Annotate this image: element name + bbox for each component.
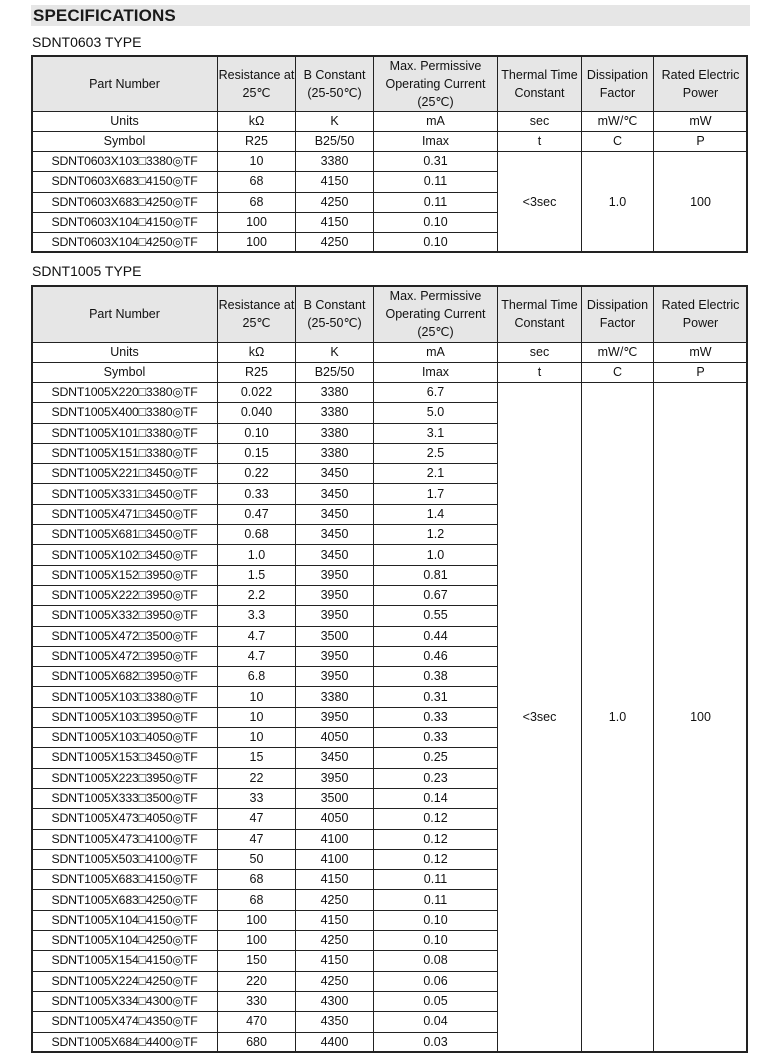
b-constant-cell: 4050 xyxy=(296,728,374,748)
units-cell: mW/℃ xyxy=(582,112,654,132)
resistance-cell: 3.3 xyxy=(218,606,296,626)
symbol-cell: Imax xyxy=(374,132,498,152)
part-number-cell: SDNT1005X331□3450◎TF xyxy=(32,484,218,504)
resistance-cell: 47 xyxy=(218,829,296,849)
symbol-row xyxy=(32,132,748,152)
header-rated-power: Rated Electric Power xyxy=(654,56,748,112)
resistance-cell: 6.8 xyxy=(218,667,296,687)
resistance-cell: 10 xyxy=(218,687,296,707)
max-current-cell: 0.33 xyxy=(374,707,498,727)
b-constant-cell: 4150 xyxy=(296,870,374,890)
part-number-cell: SDNT1005X102□3450◎TF xyxy=(32,545,218,565)
max-current-cell: 0.81 xyxy=(374,565,498,585)
header-thermal-time: Thermal Time Constant xyxy=(498,286,582,343)
b-constant-cell: 3450 xyxy=(296,748,374,768)
specifications-heading: SPECIFICATIONS xyxy=(33,6,176,25)
units-cell: mA xyxy=(374,343,498,363)
part-number-cell: SDNT1005X681□3450◎TF xyxy=(32,525,218,545)
sdnt1005-spec-table xyxy=(31,285,748,1053)
sdnt0603-type-title: SDNT0603 TYPE xyxy=(32,34,142,50)
resistance-cell: 0.040 xyxy=(218,403,296,423)
resistance-cell: 100 xyxy=(218,212,296,232)
b-constant-cell: 3950 xyxy=(296,646,374,666)
units-cell: mW/℃ xyxy=(582,343,654,363)
resistance-cell: 68 xyxy=(218,192,296,212)
max-current-cell: 1.7 xyxy=(374,484,498,504)
resistance-cell: 0.15 xyxy=(218,443,296,463)
symbol-cell: Imax xyxy=(374,363,498,383)
max-current-cell: 0.23 xyxy=(374,768,498,788)
resistance-cell: 680 xyxy=(218,1032,296,1052)
rated-power-value: 100 xyxy=(654,152,748,253)
resistance-cell: 10 xyxy=(218,152,296,172)
part-number-cell: SDNT1005X684□4400◎TF xyxy=(32,1032,218,1052)
b-constant-cell: 4400 xyxy=(296,1032,374,1052)
symbol-cell: B25/50 xyxy=(296,363,374,383)
units-cell: Units xyxy=(32,112,218,132)
b-constant-cell: 3450 xyxy=(296,484,374,504)
max-current-cell: 0.04 xyxy=(374,1012,498,1032)
max-current-cell: 0.14 xyxy=(374,788,498,808)
part-number-cell: SDNT1005X333□3500◎TF xyxy=(32,788,218,808)
header-thermal-time: Thermal Time Constant xyxy=(498,56,582,112)
part-number-cell: SDNT1005X223□3950◎TF xyxy=(32,768,218,788)
resistance-cell: 0.33 xyxy=(218,484,296,504)
b-constant-cell: 4150 xyxy=(296,172,374,192)
resistance-cell: 100 xyxy=(218,910,296,930)
max-current-cell: 0.10 xyxy=(374,212,498,232)
b-constant-cell: 3450 xyxy=(296,504,374,524)
max-current-cell: 0.12 xyxy=(374,849,498,869)
header-dissipation: Dissipation Factor xyxy=(582,286,654,343)
resistance-cell: 50 xyxy=(218,849,296,869)
units-cell: mA xyxy=(374,112,498,132)
max-current-cell: 0.10 xyxy=(374,233,498,253)
b-constant-cell: 3950 xyxy=(296,768,374,788)
max-current-cell: 0.11 xyxy=(374,172,498,192)
resistance-cell: 330 xyxy=(218,991,296,1011)
b-constant-cell: 4250 xyxy=(296,931,374,951)
b-constant-cell: 4150 xyxy=(296,910,374,930)
resistance-cell: 0.47 xyxy=(218,504,296,524)
max-current-cell: 0.44 xyxy=(374,626,498,646)
max-current-cell: 0.38 xyxy=(374,667,498,687)
resistance-cell: 150 xyxy=(218,951,296,971)
resistance-cell: 15 xyxy=(218,748,296,768)
resistance-cell: 0.68 xyxy=(218,525,296,545)
units-cell: K xyxy=(296,112,374,132)
b-constant-cell: 4150 xyxy=(296,951,374,971)
part-number-cell: SDNT0603X104□4150◎TF xyxy=(32,212,218,232)
part-number-cell: SDNT1005X224□4250◎TF xyxy=(32,971,218,991)
resistance-cell: 1.0 xyxy=(218,545,296,565)
max-current-cell: 0.67 xyxy=(374,585,498,605)
max-current-cell: 0.25 xyxy=(374,748,498,768)
part-number-cell: SDNT1005X471□3450◎TF xyxy=(32,504,218,524)
units-cell: kΩ xyxy=(218,112,296,132)
part-number-cell: SDNT1005X103□3380◎TF xyxy=(32,687,218,707)
units-cell: sec xyxy=(498,112,582,132)
dissipation-value: 1.0 xyxy=(582,152,654,253)
max-current-cell: 2.1 xyxy=(374,464,498,484)
b-constant-cell: 3450 xyxy=(296,545,374,565)
resistance-cell: 68 xyxy=(218,172,296,192)
header-row xyxy=(32,56,748,112)
part-number-cell: SDNT1005X472□3500◎TF xyxy=(32,626,218,646)
thermal-time-value: <3sec xyxy=(498,383,582,1053)
symbol-cell: R25 xyxy=(218,363,296,383)
resistance-cell: 470 xyxy=(218,1012,296,1032)
symbol-cell: P xyxy=(654,363,748,383)
b-constant-cell: 3380 xyxy=(296,383,374,403)
symbol-cell: t xyxy=(498,132,582,152)
max-current-cell: 0.11 xyxy=(374,192,498,212)
header-part-number: Part Number xyxy=(32,56,218,112)
part-number-cell: SDNT1005X220□3380◎TF xyxy=(32,383,218,403)
part-number-cell: SDNT1005X103□4050◎TF xyxy=(32,728,218,748)
table-row xyxy=(32,383,748,403)
b-constant-cell: 3450 xyxy=(296,464,374,484)
b-constant-cell: 3950 xyxy=(296,565,374,585)
b-constant-cell: 3380 xyxy=(296,403,374,423)
table-row xyxy=(32,152,748,172)
part-number-cell: SDNT1005X682□3950◎TF xyxy=(32,667,218,687)
rated-power-value: 100 xyxy=(654,383,748,1053)
symbol-cell: P xyxy=(654,132,748,152)
symbol-row xyxy=(32,363,748,383)
part-number-cell: SDNT1005X153□3450◎TF xyxy=(32,748,218,768)
resistance-cell: 68 xyxy=(218,890,296,910)
header-resistance: Resistance at 25℃ xyxy=(218,56,296,112)
max-current-cell: 5.0 xyxy=(374,403,498,423)
header-rated-power: Rated Electric Power xyxy=(654,286,748,343)
max-current-cell: 1.2 xyxy=(374,525,498,545)
symbol-cell: B25/50 xyxy=(296,132,374,152)
b-constant-cell: 3380 xyxy=(296,443,374,463)
b-constant-cell: 3950 xyxy=(296,667,374,687)
part-number-cell: SDNT1005X104□4150◎TF xyxy=(32,910,218,930)
max-current-cell: 0.10 xyxy=(374,931,498,951)
max-current-cell: 0.46 xyxy=(374,646,498,666)
max-current-cell: 0.10 xyxy=(374,910,498,930)
max-current-cell: 0.33 xyxy=(374,728,498,748)
resistance-cell: 100 xyxy=(218,233,296,253)
max-current-cell: 3.1 xyxy=(374,423,498,443)
units-row xyxy=(32,343,748,363)
b-constant-cell: 3380 xyxy=(296,152,374,172)
resistance-cell: 4.7 xyxy=(218,626,296,646)
header-max-current: Max. Permissive Operating Current (25℃) xyxy=(374,56,498,112)
max-current-cell: 0.06 xyxy=(374,971,498,991)
max-current-cell: 0.05 xyxy=(374,991,498,1011)
resistance-cell: 33 xyxy=(218,788,296,808)
resistance-cell: 10 xyxy=(218,707,296,727)
units-cell: K xyxy=(296,343,374,363)
b-constant-cell: 3500 xyxy=(296,626,374,646)
resistance-cell: 68 xyxy=(218,870,296,890)
b-constant-cell: 3380 xyxy=(296,423,374,443)
thermal-time-value: <3sec xyxy=(498,152,582,253)
resistance-cell: 2.2 xyxy=(218,585,296,605)
b-constant-cell: 4250 xyxy=(296,971,374,991)
b-constant-cell: 4350 xyxy=(296,1012,374,1032)
part-number-cell: SDNT1005X152□3950◎TF xyxy=(32,565,218,585)
max-current-cell: 0.08 xyxy=(374,951,498,971)
part-number-cell: SDNT1005X472□3950◎TF xyxy=(32,646,218,666)
symbol-cell: Symbol xyxy=(32,132,218,152)
b-constant-cell: 4300 xyxy=(296,991,374,1011)
part-number-cell: SDNT0603X683□4150◎TF xyxy=(32,172,218,192)
units-cell: mW xyxy=(654,112,748,132)
b-constant-cell: 4250 xyxy=(296,192,374,212)
part-number-cell: SDNT0603X683□4250◎TF xyxy=(32,192,218,212)
max-current-cell: 2.5 xyxy=(374,443,498,463)
part-number-cell: SDNT1005X474□4350◎TF xyxy=(32,1012,218,1032)
resistance-cell: 100 xyxy=(218,931,296,951)
max-current-cell: 0.03 xyxy=(374,1032,498,1052)
max-current-cell: 0.11 xyxy=(374,870,498,890)
part-number-cell: SDNT1005X503□4100◎TF xyxy=(32,849,218,869)
symbol-cell: C xyxy=(582,363,654,383)
resistance-cell: 0.22 xyxy=(218,464,296,484)
symbol-cell: R25 xyxy=(218,132,296,152)
part-number-cell: SDNT1005X221□3450◎TF xyxy=(32,464,218,484)
resistance-cell: 220 xyxy=(218,971,296,991)
resistance-cell: 47 xyxy=(218,809,296,829)
header-b-constant: B Constant (25-50℃) xyxy=(296,56,374,112)
units-cell: Units xyxy=(32,343,218,363)
sdnt1005-type-title: SDNT1005 TYPE xyxy=(32,263,142,279)
part-number-cell: SDNT1005X103□3950◎TF xyxy=(32,707,218,727)
part-number-cell: SDNT1005X400□3380◎TF xyxy=(32,403,218,423)
max-current-cell: 1.0 xyxy=(374,545,498,565)
resistance-cell: 22 xyxy=(218,768,296,788)
header-max-current: Max. Permissive Operating Current (25℃) xyxy=(374,286,498,343)
units-cell: sec xyxy=(498,343,582,363)
dissipation-value: 1.0 xyxy=(582,383,654,1053)
b-constant-cell: 3950 xyxy=(296,606,374,626)
b-constant-cell: 3380 xyxy=(296,687,374,707)
part-number-cell: SDNT0603X103□3380◎TF xyxy=(32,152,218,172)
symbol-cell: C xyxy=(582,132,654,152)
b-constant-cell: 3950 xyxy=(296,707,374,727)
max-current-cell: 0.11 xyxy=(374,890,498,910)
b-constant-cell: 4250 xyxy=(296,233,374,253)
b-constant-cell: 4150 xyxy=(296,212,374,232)
part-number-cell: SDNT1005X332□3950◎TF xyxy=(32,606,218,626)
specifications-heading-bar xyxy=(31,5,750,26)
header-dissipation: Dissipation Factor xyxy=(582,56,654,112)
max-current-cell: 0.31 xyxy=(374,687,498,707)
header-resistance: Resistance at 25℃ xyxy=(218,286,296,343)
max-current-cell: 0.31 xyxy=(374,152,498,172)
header-row xyxy=(32,286,748,343)
max-current-cell: 1.4 xyxy=(374,504,498,524)
part-number-cell: SDNT1005X473□4050◎TF xyxy=(32,809,218,829)
resistance-cell: 4.7 xyxy=(218,646,296,666)
units-cell: mW xyxy=(654,343,748,363)
units-cell: kΩ xyxy=(218,343,296,363)
resistance-cell: 10 xyxy=(218,728,296,748)
b-constant-cell: 4250 xyxy=(296,890,374,910)
sdnt0603-spec-table xyxy=(31,55,748,253)
b-constant-cell: 3500 xyxy=(296,788,374,808)
part-number-cell: SDNT1005X473□4100◎TF xyxy=(32,829,218,849)
part-number-cell: SDNT1005X104□4250◎TF xyxy=(32,931,218,951)
symbol-cell: Symbol xyxy=(32,363,218,383)
b-constant-cell: 3450 xyxy=(296,525,374,545)
part-number-cell: SDNT1005X101□3380◎TF xyxy=(32,423,218,443)
part-number-cell: SDNT1005X222□3950◎TF xyxy=(32,585,218,605)
resistance-cell: 0.10 xyxy=(218,423,296,443)
b-constant-cell: 4050 xyxy=(296,809,374,829)
part-number-cell: SDNT1005X151□3380◎TF xyxy=(32,443,218,463)
resistance-cell: 1.5 xyxy=(218,565,296,585)
resistance-cell: 0.022 xyxy=(218,383,296,403)
part-number-cell: SDNT1005X683□4150◎TF xyxy=(32,870,218,890)
part-number-cell: SDNT1005X154□4150◎TF xyxy=(32,951,218,971)
b-constant-cell: 4100 xyxy=(296,849,374,869)
header-b-constant: B Constant (25-50℃) xyxy=(296,286,374,343)
symbol-cell: t xyxy=(498,363,582,383)
max-current-cell: 0.12 xyxy=(374,809,498,829)
b-constant-cell: 3950 xyxy=(296,585,374,605)
part-number-cell: SDNT1005X334□4300◎TF xyxy=(32,991,218,1011)
part-number-cell: SDNT1005X683□4250◎TF xyxy=(32,890,218,910)
max-current-cell: 0.55 xyxy=(374,606,498,626)
part-number-cell: SDNT0603X104□4250◎TF xyxy=(32,233,218,253)
max-current-cell: 6.7 xyxy=(374,383,498,403)
units-row xyxy=(32,112,748,132)
header-part-number: Part Number xyxy=(32,286,218,343)
b-constant-cell: 4100 xyxy=(296,829,374,849)
max-current-cell: 0.12 xyxy=(374,829,498,849)
